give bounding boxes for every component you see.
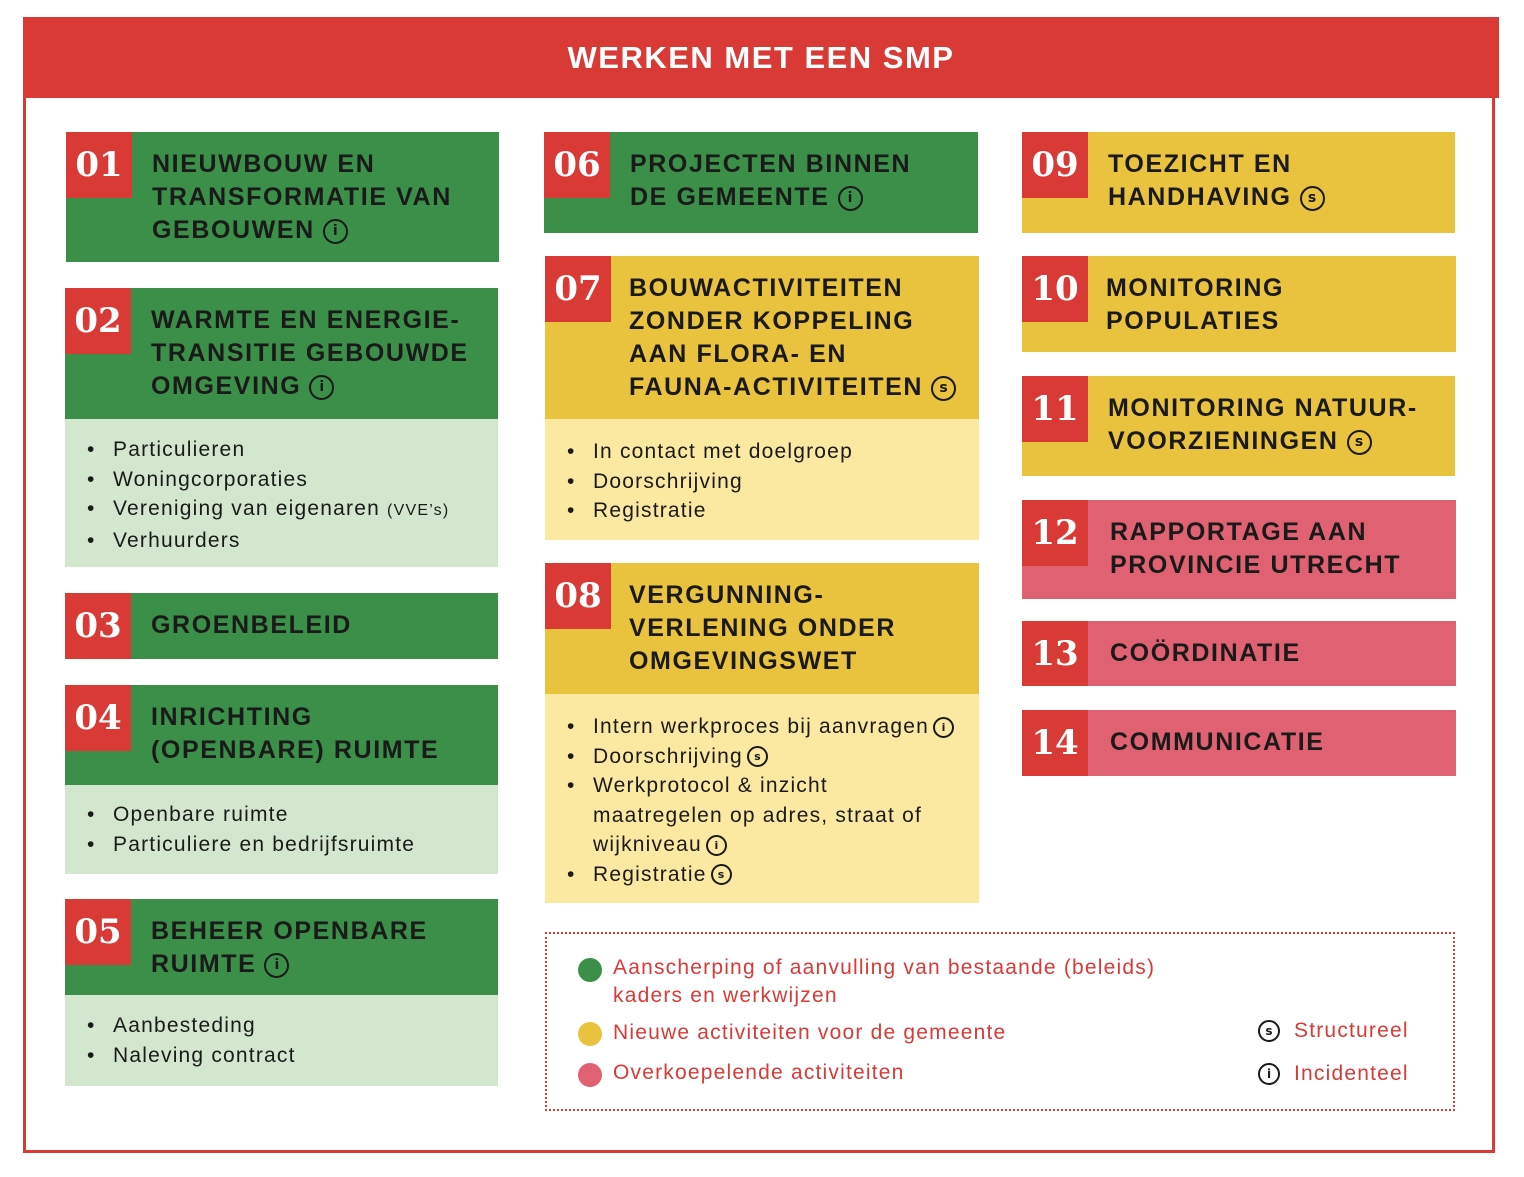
- card-05: [65, 899, 498, 1086]
- incidental-icon: i: [323, 219, 348, 244]
- list-item: • Particuliere en bedrijfsruimte: [65, 830, 498, 860]
- card-header: [1022, 710, 1456, 776]
- card-title: PROJECTEN BINNEN DE GEMEENTE i: [630, 150, 912, 211]
- card-08: [545, 563, 979, 903]
- card-14: [1022, 710, 1456, 776]
- card-07: [545, 256, 979, 540]
- legend-yellow-label: Nieuwe activiteiten voor de gemeente: [613, 1021, 1007, 1044]
- legend-yellow-dot: [578, 1022, 602, 1046]
- list-item: • Naleving contract: [65, 1041, 498, 1071]
- card-number: 12: [1022, 500, 1088, 566]
- card-title: GROENBELEID: [151, 611, 352, 639]
- card-number: 10: [1022, 256, 1088, 322]
- card-title: NIEUWBOUW EN TRANSFORMATIE VAN GEBOUWEN i: [152, 150, 452, 244]
- card-number: 08: [545, 563, 611, 629]
- card-header: [545, 563, 979, 694]
- card-title: RAPPORTAGE AAN PROVINCIE UTRECHT: [1110, 518, 1402, 579]
- card-details: [65, 785, 498, 874]
- card-title: COÖRDINATIE: [1110, 639, 1301, 667]
- list-item: • Vereniging van eigenaren (VVE’s): [65, 494, 498, 526]
- list-item: • Verhuurders: [65, 526, 498, 556]
- legend: [545, 932, 1455, 1111]
- card-header: [1022, 500, 1456, 599]
- card-header: [66, 132, 499, 262]
- card-title: WARMTE EN ENERGIE- TRANSITIE GEBOUWDE OMGEVING i: [151, 306, 469, 400]
- incidental-icon: i: [309, 375, 334, 400]
- card-title: MONITORING POPULATIES: [1106, 274, 1285, 335]
- card-number: 03: [65, 593, 131, 659]
- structural-icon: s: [747, 746, 768, 767]
- structural-icon: s: [1258, 1020, 1280, 1042]
- legend-green-dot: [578, 958, 602, 982]
- card-title: MONITORING NATUUR- VOORZIENINGEN s: [1108, 394, 1418, 455]
- card-12: [1022, 500, 1456, 599]
- legend-green-label: Aanscherping of aanvulling van bestaande (beleids) kaders en werkwijzen: [613, 956, 1156, 1007]
- card-number: 01: [66, 132, 132, 198]
- structural-icon: s: [711, 864, 732, 885]
- card-details: [545, 694, 979, 903]
- structural-icon: s: [1300, 186, 1325, 211]
- page-title: WERKEN MET EEN SMP: [23, 17, 1499, 98]
- card-number: 13: [1022, 621, 1088, 686]
- card-number: 05: [65, 899, 131, 965]
- legend-structural-label: Structureel: [1294, 1019, 1409, 1042]
- list-item: • Woningcorporaties: [65, 465, 498, 495]
- list-item: • Werkprotocol & inzicht maatregelen op adres, straat of wijkniveau i: [545, 771, 979, 860]
- card-03: [65, 593, 498, 659]
- card-header: [1022, 256, 1456, 352]
- card-number: 07: [545, 256, 611, 322]
- list-item: • Doorschrijving s: [545, 742, 979, 772]
- list-item: • Doorschrijving: [545, 467, 979, 497]
- list-item: • In contact met doelgroep: [545, 437, 979, 467]
- list-item: • Particulieren: [65, 435, 498, 465]
- card-header: [65, 593, 498, 659]
- incidental-icon: i: [838, 186, 863, 211]
- card-title: VERGUNNING- VERLENING ONDER OMGEVINGSWET: [629, 581, 897, 675]
- list-item: • Aanbesteding: [65, 1011, 498, 1041]
- card-02: [65, 288, 498, 567]
- legend-incidental-label: Incidenteel: [1294, 1062, 1409, 1085]
- card-details: [65, 995, 498, 1086]
- card-header: [1022, 132, 1455, 233]
- card-header: [65, 288, 498, 419]
- card-10: [1022, 256, 1456, 352]
- card-header: [65, 685, 498, 785]
- card-title: BEHEER OPENBARE RUIMTE i: [151, 917, 428, 978]
- card-number: 02: [65, 288, 131, 354]
- structural-icon: s: [931, 376, 956, 401]
- card-13: [1022, 621, 1456, 686]
- legend-pink-dot: [578, 1063, 602, 1087]
- card-details: [65, 419, 498, 567]
- incidental-icon: i: [264, 953, 289, 978]
- incidental-icon: i: [1258, 1063, 1280, 1085]
- card-number: 09: [1022, 132, 1088, 198]
- card-header: [544, 132, 978, 233]
- card-number: 14: [1022, 710, 1088, 776]
- list-item: • Intern werkproces bij aanvragen i: [545, 712, 979, 742]
- card-number: 04: [65, 685, 131, 751]
- card-11: [1022, 376, 1455, 476]
- card-title: BOUWACTIVITEITEN ZONDER KOPPELING AAN FLORA- EN FAUNA-ACTIVITEITEN s: [629, 272, 956, 404]
- card-number: 06: [544, 132, 610, 198]
- card-04: [65, 685, 498, 874]
- card-header: [1022, 621, 1456, 686]
- card-title: INRICHTING (OPENBARE) RUIMTE: [151, 703, 440, 764]
- card-details: [545, 419, 979, 540]
- card-06: [544, 132, 978, 233]
- card-01: [66, 132, 499, 262]
- list-item: • Registratie s: [545, 860, 979, 890]
- list-item: • Registratie: [545, 496, 979, 526]
- card-header: [65, 899, 498, 995]
- structural-icon: s: [1347, 430, 1372, 455]
- card-09: [1022, 132, 1455, 233]
- card-number: 11: [1022, 376, 1088, 442]
- card-title: TOEZICHT EN HANDHAVING s: [1108, 148, 1325, 214]
- legend-pink-label: Overkoepelende activiteiten: [613, 1061, 905, 1084]
- incidental-icon: i: [933, 717, 954, 738]
- card-title: COMMUNICATIE: [1110, 728, 1325, 756]
- card-header: [545, 256, 979, 419]
- card-header: [1022, 376, 1455, 476]
- incidental-icon: i: [706, 835, 727, 856]
- list-item: • Openbare ruimte: [65, 800, 498, 830]
